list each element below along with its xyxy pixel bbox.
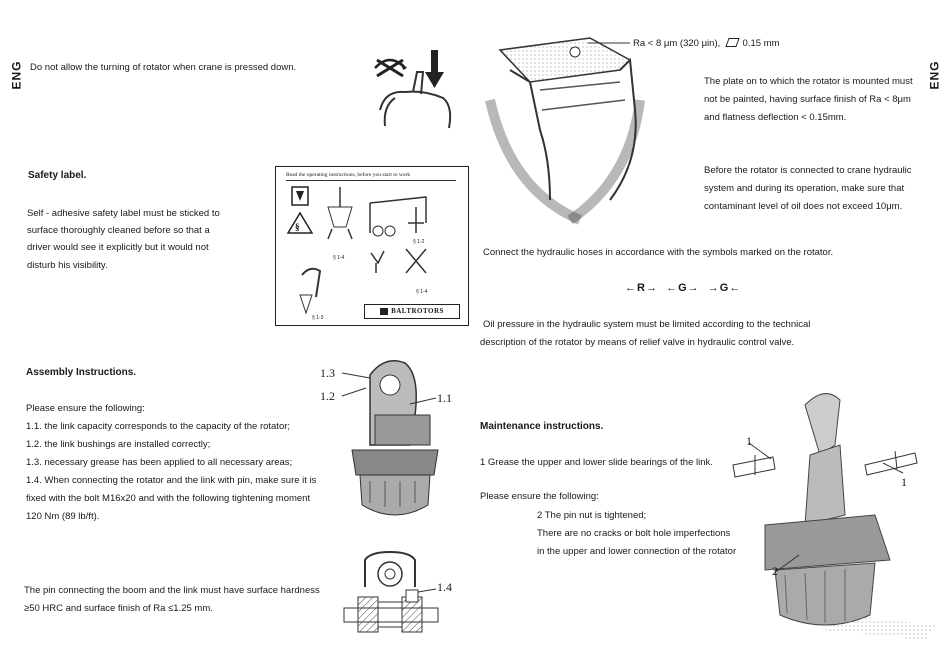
brand-name: BALTROTORS bbox=[391, 307, 444, 315]
maintenance-item: in the upper and lower connection of the rotator bbox=[537, 546, 737, 557]
safety-label-pictograms bbox=[276, 167, 468, 325]
pressure-line: description of the rotator by means of relief valve in hydraulic control valve. bbox=[480, 337, 795, 348]
maintenance-callout-1: 1 bbox=[901, 475, 907, 489]
arrow-right-icon: → bbox=[687, 282, 700, 294]
maintenance-grease: 1 Grease the upper and lower slide bearings of the link. bbox=[480, 457, 713, 468]
hose-symbol-g: G bbox=[719, 282, 730, 294]
safety-label-image bbox=[275, 166, 469, 326]
hose-symbols bbox=[625, 282, 741, 294]
arrow-right-icon: → bbox=[707, 282, 720, 294]
pressure-line: Oil pressure in the hydraulic system must be limited according to the technical bbox=[483, 319, 811, 330]
grapple-mounting-plate-illustration bbox=[470, 30, 680, 230]
maintenance-rotator-illustration bbox=[725, 385, 945, 645]
pin-section-drawing bbox=[340, 552, 440, 652]
hose-symbol-g: G bbox=[678, 282, 688, 294]
callout-leader bbox=[418, 588, 438, 598]
brand-logo bbox=[364, 304, 460, 319]
arrow-left-icon: ← bbox=[625, 282, 637, 294]
surface-line: not be painted, having surface finish of Ra < 8μm bbox=[704, 94, 911, 105]
assembly-item: 1.1. the link capacity corresponds to the capacity of the rotator; bbox=[26, 421, 291, 432]
assembly-item: 1.2. the link bushings are installed correctly; bbox=[26, 439, 211, 450]
safety-title: Safety label. bbox=[28, 170, 87, 181]
assembly-item: 120 Nm (89 lb/ft). bbox=[26, 511, 100, 522]
svg-text:§: § bbox=[295, 222, 300, 232]
language-tag-left: ENG bbox=[9, 60, 24, 90]
flatness-icon bbox=[725, 38, 739, 47]
warning-text: Do not allow the turning of rotator when crane is pressed down. bbox=[30, 62, 297, 73]
callout-1-3: 1.3 bbox=[320, 366, 335, 380]
surface-callout bbox=[633, 35, 780, 53]
arrow-left-icon: ← bbox=[666, 282, 679, 294]
assembly-title: Assembly Instructions. bbox=[26, 367, 137, 378]
safety-label-tag: § 1-2 bbox=[413, 239, 425, 245]
maintenance-item: 2 The pin nut is tightened; bbox=[537, 510, 647, 521]
safety-label-tag: § 1-4 bbox=[333, 255, 345, 261]
safety-line: disturb his visibility. bbox=[27, 260, 108, 271]
flatness-value: 0.15 mm bbox=[742, 38, 780, 49]
assembly-item: fixed with the bolt M16x20 and with the following tightening moment bbox=[26, 493, 311, 504]
callout-leaders bbox=[340, 370, 440, 410]
brand-mark-icon bbox=[380, 308, 388, 315]
hydraulic-line: Before the rotator is connected to crane hydraulic bbox=[704, 165, 912, 176]
crossed-rotation-icon bbox=[365, 40, 465, 135]
callout-1-2: 1.2 bbox=[320, 389, 335, 403]
maintenance-intro: Please ensure the following: bbox=[480, 491, 599, 502]
language-tag-right: ENG bbox=[927, 60, 942, 90]
surface-roughness-value: Ra < 8 μm (320 μin), bbox=[633, 38, 721, 49]
maintenance-title: Maintenance instructions. bbox=[480, 421, 604, 432]
surface-line: The plate on to which the rotator is mounted must bbox=[704, 76, 913, 87]
maintenance-item: There are no cracks or bolt hole imperfections bbox=[537, 528, 731, 539]
assembly-intro: Please ensure the following: bbox=[26, 403, 145, 414]
arrow-right-icon: → bbox=[645, 282, 658, 294]
arrow-left-icon: ← bbox=[729, 282, 742, 294]
safety-line: driver would see it explicitly but it would not bbox=[27, 242, 209, 253]
connect-hoses-text: Connect the hydraulic hoses in accordance with the symbols marked on the rotator. bbox=[483, 247, 834, 258]
hydraulic-line: contaminant level of oil does not exceed 10μm. bbox=[704, 201, 903, 212]
safety-line: Self - adhesive safety label must be sticked to bbox=[27, 208, 220, 219]
pin-line: The pin connecting the boom and the link must have surface hardness bbox=[24, 585, 320, 596]
surface-line: and flatness deflection < 0.15mm. bbox=[704, 112, 847, 123]
safety-label-header: Read the operating instructions, before you start to work bbox=[286, 172, 456, 181]
maintenance-callout-1: 1 bbox=[746, 434, 752, 448]
pin-line: ≥50 HRC and surface finish of Ra ≤1.25 mm. bbox=[24, 603, 213, 614]
assembly-item: 1.3. necessary grease has been applied to all necessary areas; bbox=[26, 457, 293, 468]
hose-symbol-r: R bbox=[637, 282, 646, 294]
safety-line: surface thoroughly cleaned before so that a bbox=[27, 225, 210, 236]
safety-label-tag: § 1-4 bbox=[416, 289, 428, 295]
callout-1-4: 1.4 bbox=[437, 580, 452, 594]
hydraulic-line: system and during its operation, make sure that bbox=[704, 183, 905, 194]
assembly-item: 1.4. When connecting the rotator and the link with pin, make sure it is bbox=[26, 475, 317, 486]
safety-label-tag: § 1-3 bbox=[312, 315, 324, 321]
maintenance-callout-2: 2 bbox=[772, 564, 778, 578]
callout-1-1: 1.1 bbox=[437, 391, 452, 405]
